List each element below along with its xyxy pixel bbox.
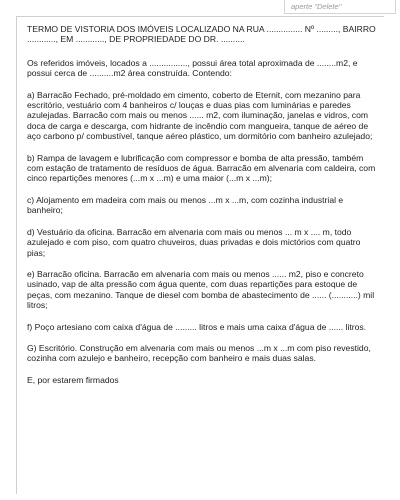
item-e-paragraph: e) Barracão oficina. Barracão em alvenaria com mais ou menos ...... m2, piso e concreto usinado, vap de alta pressão com água quente, com duas repartições para estoque de peças, com mezanino. Tanque de diesel com bomba de abastecimento de ...... (...........) mil litros; xyxy=(27,268,375,311)
intro-paragraph: Os referidos imóveis, locados a ................, possui área total aproximada de ........m2, e possui cerca de ..........m2 área construída. Contendo: xyxy=(27,57,358,79)
item-a-paragraph: a) Barracão Fechado, pré-moldado em cimento, coberto de Eternit, com mezanino para escritório, vestuário com 4 banheiros c/ louças e duas pias com luminárias e paredes azulejadas. Barracão com mais ou menos ...... m2, com iluminação, janelas e vidros, com doca de carga e descarga, com hidrante de incêndio com mangueira, tanque de aéreo de aço carbono p/ combustível, tanque aéreo plástico, um dormitório com banheiro azulejado; xyxy=(27,89,373,142)
document-title: TERMO DE VISTORIA DOS IMÓVEIS LOCALIZADO NA RUA ............... Nº ........., BAIRRO ............, EM ............, DE PROPRIEDADE DO DR. .......... xyxy=(27,24,376,45)
delete-hint-tab: aperte "Delete" xyxy=(284,0,396,14)
item-b-paragraph: b) Rampa de lavagem e lubrificação com compressor e bomba de alta pressão, também com estação de tratamento de resíduos de água. Barracão em alvenaria com caldeira, com cinco repartições menores (...m x ...m) e uma maior (...m x ...m); xyxy=(27,152,376,184)
item-f-paragraph: f) Poço artesiano com caixa d'água de ......... litros e mais uma caixa d'água de ...... litros. xyxy=(27,321,367,332)
item-c-paragraph: c) Alojamento em madeira com mais ou menos ...m x ...m, com cozinha industrial e banheiro; xyxy=(27,194,344,216)
document-body xyxy=(27,24,377,396)
item-g-paragraph: G) Escritório. Construção em alvenaria com mais ou menos ...m x ...m com piso revestido, cozinha com azulejo e banheiro, recepção com banheiro e mais duas salas. xyxy=(27,342,371,364)
item-d-paragraph: d) Vestuário da oficina. Barracão em alvenaria com mais ou menos ... m x .... m, todo azulejado e com piso, com quatro chuveiros, duas privadas e dois mictórios com quatro pias; xyxy=(27,226,361,258)
closing-paragraph: E, por estarem firmados xyxy=(27,374,119,385)
